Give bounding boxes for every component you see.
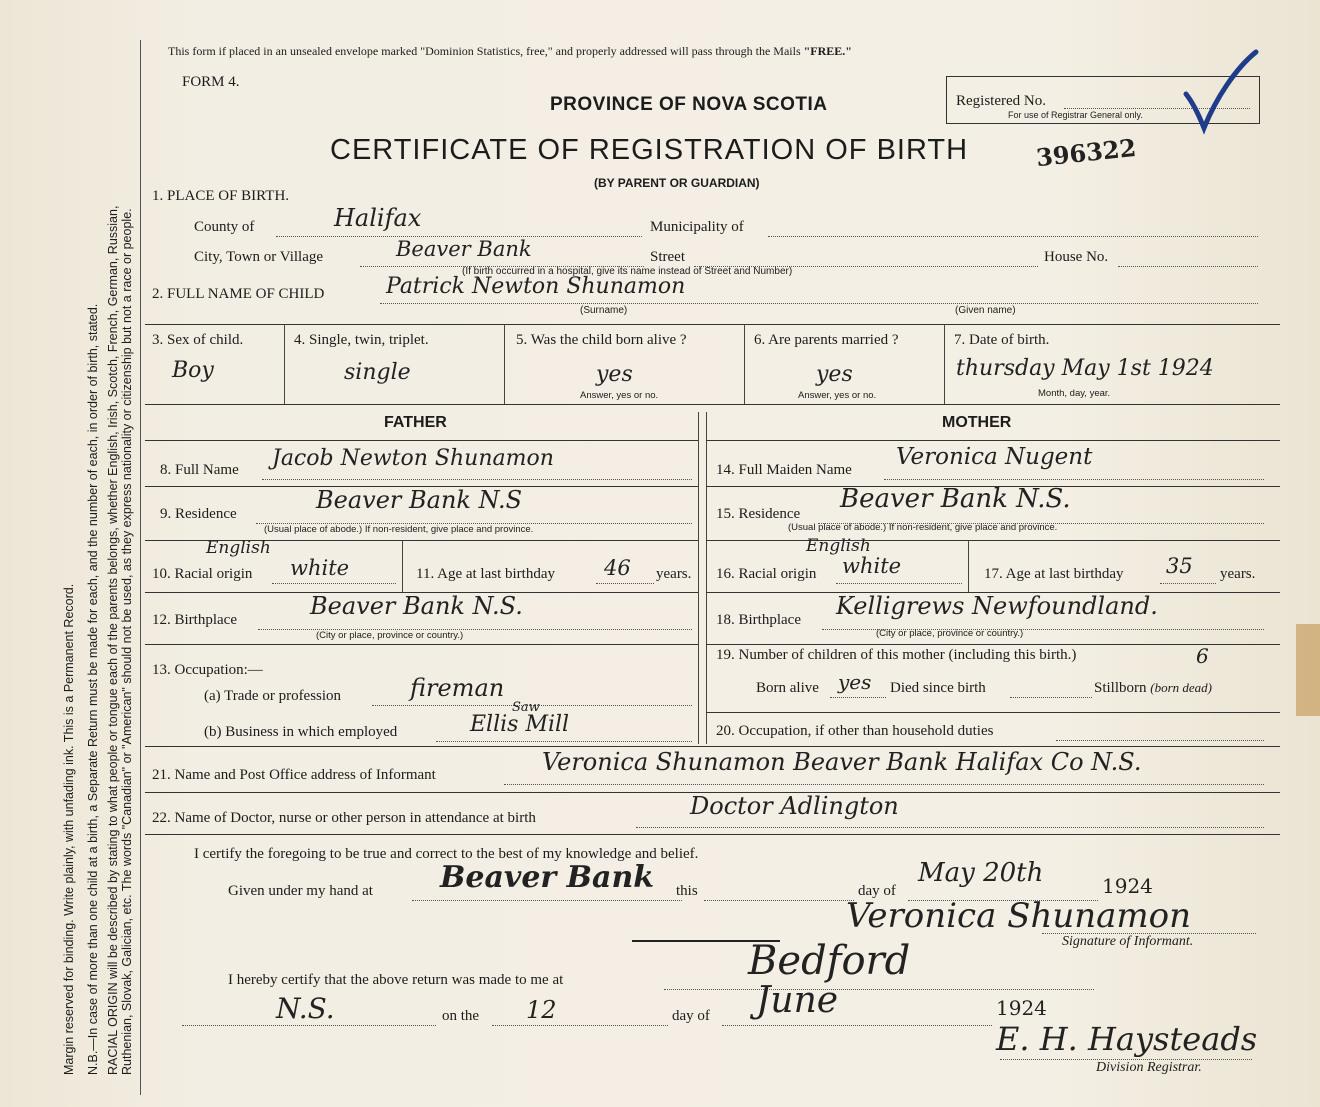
mother-name-line [884, 478, 1264, 480]
margin-note-racial-origin: RACIAL ORIGIN will be described by stating to what people or tongue each of the parents belongs, whether English, Irish, Scotch, French, German, Russian, [106, 205, 120, 1075]
rule [706, 644, 1280, 645]
divider [504, 324, 505, 404]
informant-label: 21. Name and Post Office address of Informant [152, 767, 436, 783]
sex-value: Boy [172, 358, 214, 383]
children-count-label: 19. Number of children of this mother (including this birth.) [716, 647, 1077, 663]
mother-age-unit: years. [1220, 566, 1256, 582]
given-label: Given under my hand at [228, 883, 373, 899]
day-of-label: day of [858, 883, 896, 899]
father-birthplace-value: Beaver Bank N.S. [310, 592, 523, 620]
divider [284, 324, 285, 404]
died-since-birth-line [1010, 696, 1092, 698]
father-race-label: 10. Racial origin [152, 566, 253, 582]
father-birthplace-note: (City or place, province or country.) [316, 630, 464, 641]
form-number: FORM 4. [182, 74, 240, 90]
mother-name-value: Veronica Nugent [896, 444, 1093, 470]
child-name-value: Patrick Newton Shunamon [386, 274, 686, 299]
born-alive-count-line [830, 696, 886, 698]
given-name-note: (Given name) [955, 305, 1016, 316]
date-of-birth-value: thursday May 1st 1924 [956, 356, 1214, 381]
business-value: Ellis Mill [470, 712, 570, 737]
mother-age-label: 17. Age at last birthday [984, 566, 1124, 582]
mother-name-label: 14. Full Maiden Name [716, 462, 852, 478]
father-age-unit: years. [656, 566, 692, 582]
county-label: County of [194, 219, 255, 235]
father-residence-label: 9. Residence [160, 506, 237, 522]
surname-note: (Surname) [580, 305, 628, 316]
plurality-value: single [344, 360, 411, 385]
date-of-birth-label: 7. Date of birth. [954, 332, 1050, 348]
child-name-label: 2. FULL NAME OF CHILD [152, 286, 325, 302]
mother-residence-value: Beaver Bank N.S. [840, 484, 1071, 514]
registrar-use-note: For use of Registrar General only. [1008, 110, 1143, 120]
rule [145, 834, 1280, 835]
born-alive-label: 5. Was the child born alive ? [516, 332, 687, 348]
sex-label: 3. Sex of child. [152, 332, 244, 348]
registrar-note: Division Registrar. [1096, 1060, 1202, 1075]
father-name-line [262, 478, 692, 480]
divider [968, 540, 969, 592]
born-alive-count-value: yes [838, 670, 872, 694]
business-line [436, 740, 692, 742]
mother-birthplace-label: 18. Birthplace [716, 612, 801, 628]
stillborn-label: Stillborn (born dead) [1094, 680, 1213, 696]
certify-statement: I certify the foregoing to be true and correct to the best of my knowledge and belief. [194, 846, 699, 862]
mother-occupation-line [1056, 739, 1264, 741]
margin-note-racial-origin-cont: Ruthenian, Slovak, Galician, etc. The words "Canadian" or "American" should not be used, as they express nationality or citizenship but not a race or people. [120, 208, 134, 1075]
occupation-label: 13. Occupation:— [152, 662, 263, 678]
mother-age-value: 35 [1166, 554, 1193, 578]
parents-divider [706, 412, 707, 744]
rule [145, 404, 1280, 405]
father-race-line [272, 582, 396, 584]
registrar-place-line [664, 988, 1094, 990]
rule [706, 540, 1280, 541]
reg-day-of-label: day of [672, 1008, 710, 1024]
mother-race-label: 16. Racial origin [716, 566, 817, 582]
father-age-line [596, 582, 654, 584]
mother-residence-label: 15. Residence [716, 506, 801, 522]
informant-value: Veronica Shunamon Beaver Bank Halifax Co N.S. [542, 748, 1142, 776]
municipality-label: Municipality of [650, 219, 744, 235]
on-the-line [492, 1024, 668, 1026]
informant-line [504, 783, 1264, 785]
registered-label: Registered No. [956, 93, 1046, 109]
registrar-place-value: Bedford [748, 938, 911, 984]
rule [706, 712, 1280, 713]
business-top-value: Saw [512, 700, 540, 715]
registrar-signature: E. H. Haysteads [996, 1020, 1258, 1058]
signature-note: Signature of Informant. [1062, 934, 1194, 949]
county-value: Halifax [334, 204, 422, 232]
margin-note-binding: Margin reserved for binding. Write plainly, with unfading ink. This is a Permanent Record. [62, 583, 76, 1075]
certificate-title: CERTIFICATE OF REGISTRATION OF BIRTH [330, 134, 969, 166]
father-race-top-value: English [206, 538, 271, 558]
parents-divider [698, 412, 699, 744]
father-birthplace-label: 12. Birthplace [152, 612, 237, 628]
registration-day-value: 12 [526, 996, 557, 1024]
on-the-label: on the [442, 1008, 480, 1024]
mother-race-line [836, 582, 962, 584]
divider [744, 324, 745, 404]
divider [944, 324, 945, 404]
rule [145, 746, 1280, 747]
father-name-value: Jacob Newton Shunamon [272, 446, 554, 471]
checkmark-icon [1180, 48, 1260, 138]
given-place-value: Beaver Bank [440, 860, 655, 895]
parents-married-note: Answer, yes or no. [798, 390, 877, 401]
municipality-line [768, 235, 1258, 237]
registration-month-value: June [756, 980, 839, 1021]
year-value: 1924 [1102, 874, 1153, 898]
province-heading: PROVINCE OF NOVA SCOTIA [550, 94, 828, 115]
divider [402, 540, 403, 592]
born-alive-count-label: Born alive [756, 680, 819, 696]
paper-stain [1296, 624, 1320, 716]
city-value: Beaver Bank [396, 237, 532, 261]
business-label: (b) Business in which employed [204, 724, 398, 740]
mother-occupation-label: 20. Occupation, if other than household duties [716, 723, 994, 739]
this-line [704, 899, 854, 901]
mother-heading: MOTHER [942, 414, 1012, 431]
rule [706, 440, 1280, 441]
house-number-label: House No. [1044, 249, 1109, 265]
margin-note-multiple-births: N.B.—In case of more than one child at a birth, a Separate Return must be made for each, and the number of each, in order of birth, stated. [86, 303, 100, 1075]
mother-race-value: white [842, 554, 902, 578]
given-line [412, 899, 682, 901]
hospital-note: (If birth occurred in a hospital, give its name instead of Street and Number) [462, 266, 793, 277]
father-race-value: white [290, 556, 350, 580]
born-alive-note: Answer, yes or no. [580, 390, 659, 401]
died-since-birth-label: Died since birth [890, 680, 986, 696]
place-of-birth-heading: 1. PLACE OF BIRTH. [152, 188, 290, 204]
plurality-label: 4. Single, twin, triplet. [294, 332, 429, 348]
father-residence-value: Beaver Bank N.S [316, 486, 523, 514]
mother-race-top-value: English [806, 536, 871, 556]
day-of-value: May 20th [918, 858, 1044, 888]
this-label: this [676, 883, 698, 899]
city-label: City, Town or Village [194, 249, 324, 265]
father-residence-note: (Usual place of abode.) If non-resident, give place and province. [264, 524, 534, 535]
certificate-subtitle: (BY PARENT OR GUARDIAN) [594, 176, 760, 190]
trade-value: fireman [410, 674, 505, 702]
mother-residence-note: (Usual place of abode.) If non-resident, give place and province. [788, 522, 1058, 533]
father-age-value: 46 [604, 556, 631, 580]
house-number-line [1118, 265, 1258, 267]
margin-rule [140, 40, 141, 1095]
children-count-value: 6 [1196, 644, 1209, 668]
doctor-line [636, 826, 1264, 828]
registrar-place2-value: N.S. [276, 992, 335, 1025]
rule [145, 324, 1280, 325]
mother-birthplace-note: (City or place, province or country.) [876, 628, 1024, 639]
rule [145, 440, 698, 441]
street-label: Street [650, 249, 685, 265]
registered-number: 396322 [1034, 132, 1138, 173]
rule [145, 644, 698, 645]
father-age-label: 11. Age at last birthday [416, 566, 555, 582]
mother-age-line [1160, 582, 1216, 584]
registration-year-value: 1924 [996, 996, 1047, 1020]
mother-birthplace-value: Kelligrews Newfoundland. [836, 592, 1158, 620]
parents-married-value: yes [816, 362, 853, 387]
doctor-label: 22. Name of Doctor, nurse or other person in attendance at birth [152, 810, 536, 826]
father-name-label: 8. Full Name [160, 462, 239, 478]
registrar-statement: I hereby certify that the above return was made to me at [228, 972, 564, 988]
trade-label: (a) Trade or profession [204, 688, 342, 704]
parents-married-label: 6. Are parents married ? [754, 332, 899, 348]
informant-signature: Veronica Shunamon [846, 896, 1192, 936]
mail-notice: This form if placed in an unsealed envelope marked "Dominion Statistics, free," and properly addressed will pass through the Mails "FREE." [168, 44, 852, 58]
born-alive-value: yes [596, 362, 633, 387]
doctor-value: Doctor Adlington [690, 792, 899, 820]
date-of-birth-note: Month, day, year. [1038, 388, 1111, 399]
father-heading: FATHER [384, 414, 447, 431]
child-name-line [380, 302, 1258, 304]
reg-month-line [722, 1024, 992, 1026]
